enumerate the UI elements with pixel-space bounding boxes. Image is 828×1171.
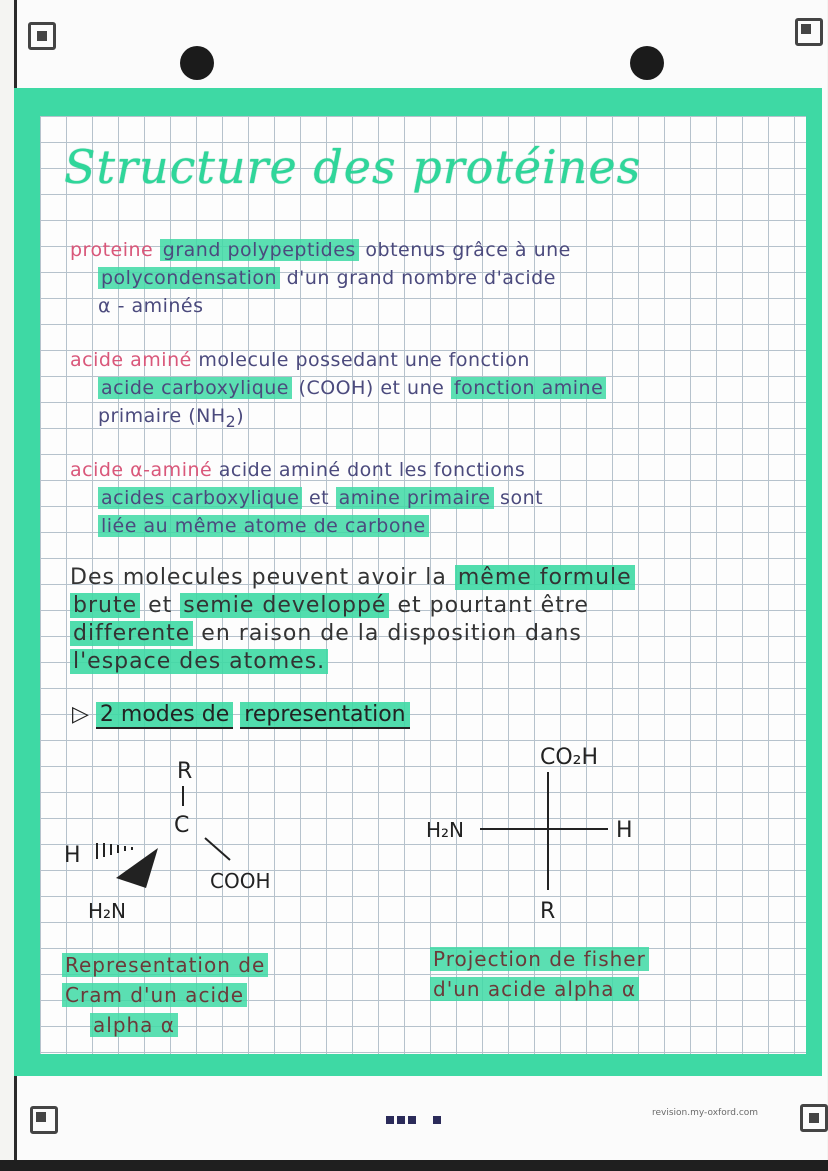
fisher-top: CO₂H [540,745,599,770]
section-heading-part1: 2 modes de [96,702,233,729]
text: (COOH) et une [292,377,451,399]
text: Des molecules peuvent avoir la [70,565,455,590]
text: acide aminé dont les fonctions [212,459,526,481]
cram-diagram [64,759,271,923]
caption-line: Cram d'un acide [62,983,247,1007]
text: en raison de la disposition dans [193,621,582,646]
term-acide-amine: acide aminé [70,349,192,371]
caption-line: Representation de [62,953,268,977]
fisher-bottom: R [540,899,556,924]
text: sont [493,487,544,509]
bottom-edge [0,1160,828,1171]
cram-COOH: COOH [210,869,271,893]
section-heading-part2: representation [240,702,409,729]
term-acide-alpha-amine: acide α-aminé [70,459,213,481]
solid-wedge-bond [116,848,158,888]
fisher-caption [430,944,649,1004]
highlight: polycondensation [98,267,280,289]
term-proteine: proteine [70,239,154,261]
cram-C: C [174,813,190,838]
fisher-right: H [616,818,633,843]
highlight: differente [70,621,193,646]
highlight: grand polypeptides [160,239,359,261]
highlight: semie developpé [180,593,389,618]
cram-H2N: H₂N [88,899,127,923]
caption-line: d'un acide alpha α [430,977,639,1001]
corner-marker-icon [800,1104,828,1132]
text: obtenus grâce à une [358,239,571,261]
text: primaire (NH [98,405,226,427]
bond-line [205,838,230,860]
text: ) [236,405,245,427]
highlight: amine primaire [336,487,494,509]
triangle-marker-icon: ▷ [72,702,89,727]
highlight: liée au même atome de carbone [98,515,429,537]
text: et [140,593,181,618]
highlight: l'espace des atomes. [70,649,328,674]
subscript: 2 [225,411,237,431]
highlight: brute [70,593,140,618]
highlight: acide carboxylique [98,377,292,399]
footer-url: revision.my-oxford.com [652,1108,759,1118]
text: α - aminés [98,295,204,317]
text: d'un grand nombre d'acide [280,267,556,289]
hashed-wedge-bond [97,843,132,859]
cram-R: R [177,759,193,784]
cram-H: H [64,843,81,868]
text: molecule possedant une fonction [191,349,530,371]
fisher-left: H₂N [426,818,465,842]
fisher-diagram [426,745,633,924]
caption-line: alpha α [90,1013,178,1037]
highlight: acides carboxylique [98,487,302,509]
text: et [302,487,336,509]
text: et pourtant être [389,593,589,618]
page-title: Structure des protéines [64,140,642,194]
highlight: même formule [455,565,635,590]
cram-caption [62,950,268,1040]
caption-line: Projection de fisher [430,947,649,971]
corner-marker-icon [30,1106,58,1134]
highlight: fonction amine [451,377,606,399]
page-indicator-icon [386,1109,444,1128]
